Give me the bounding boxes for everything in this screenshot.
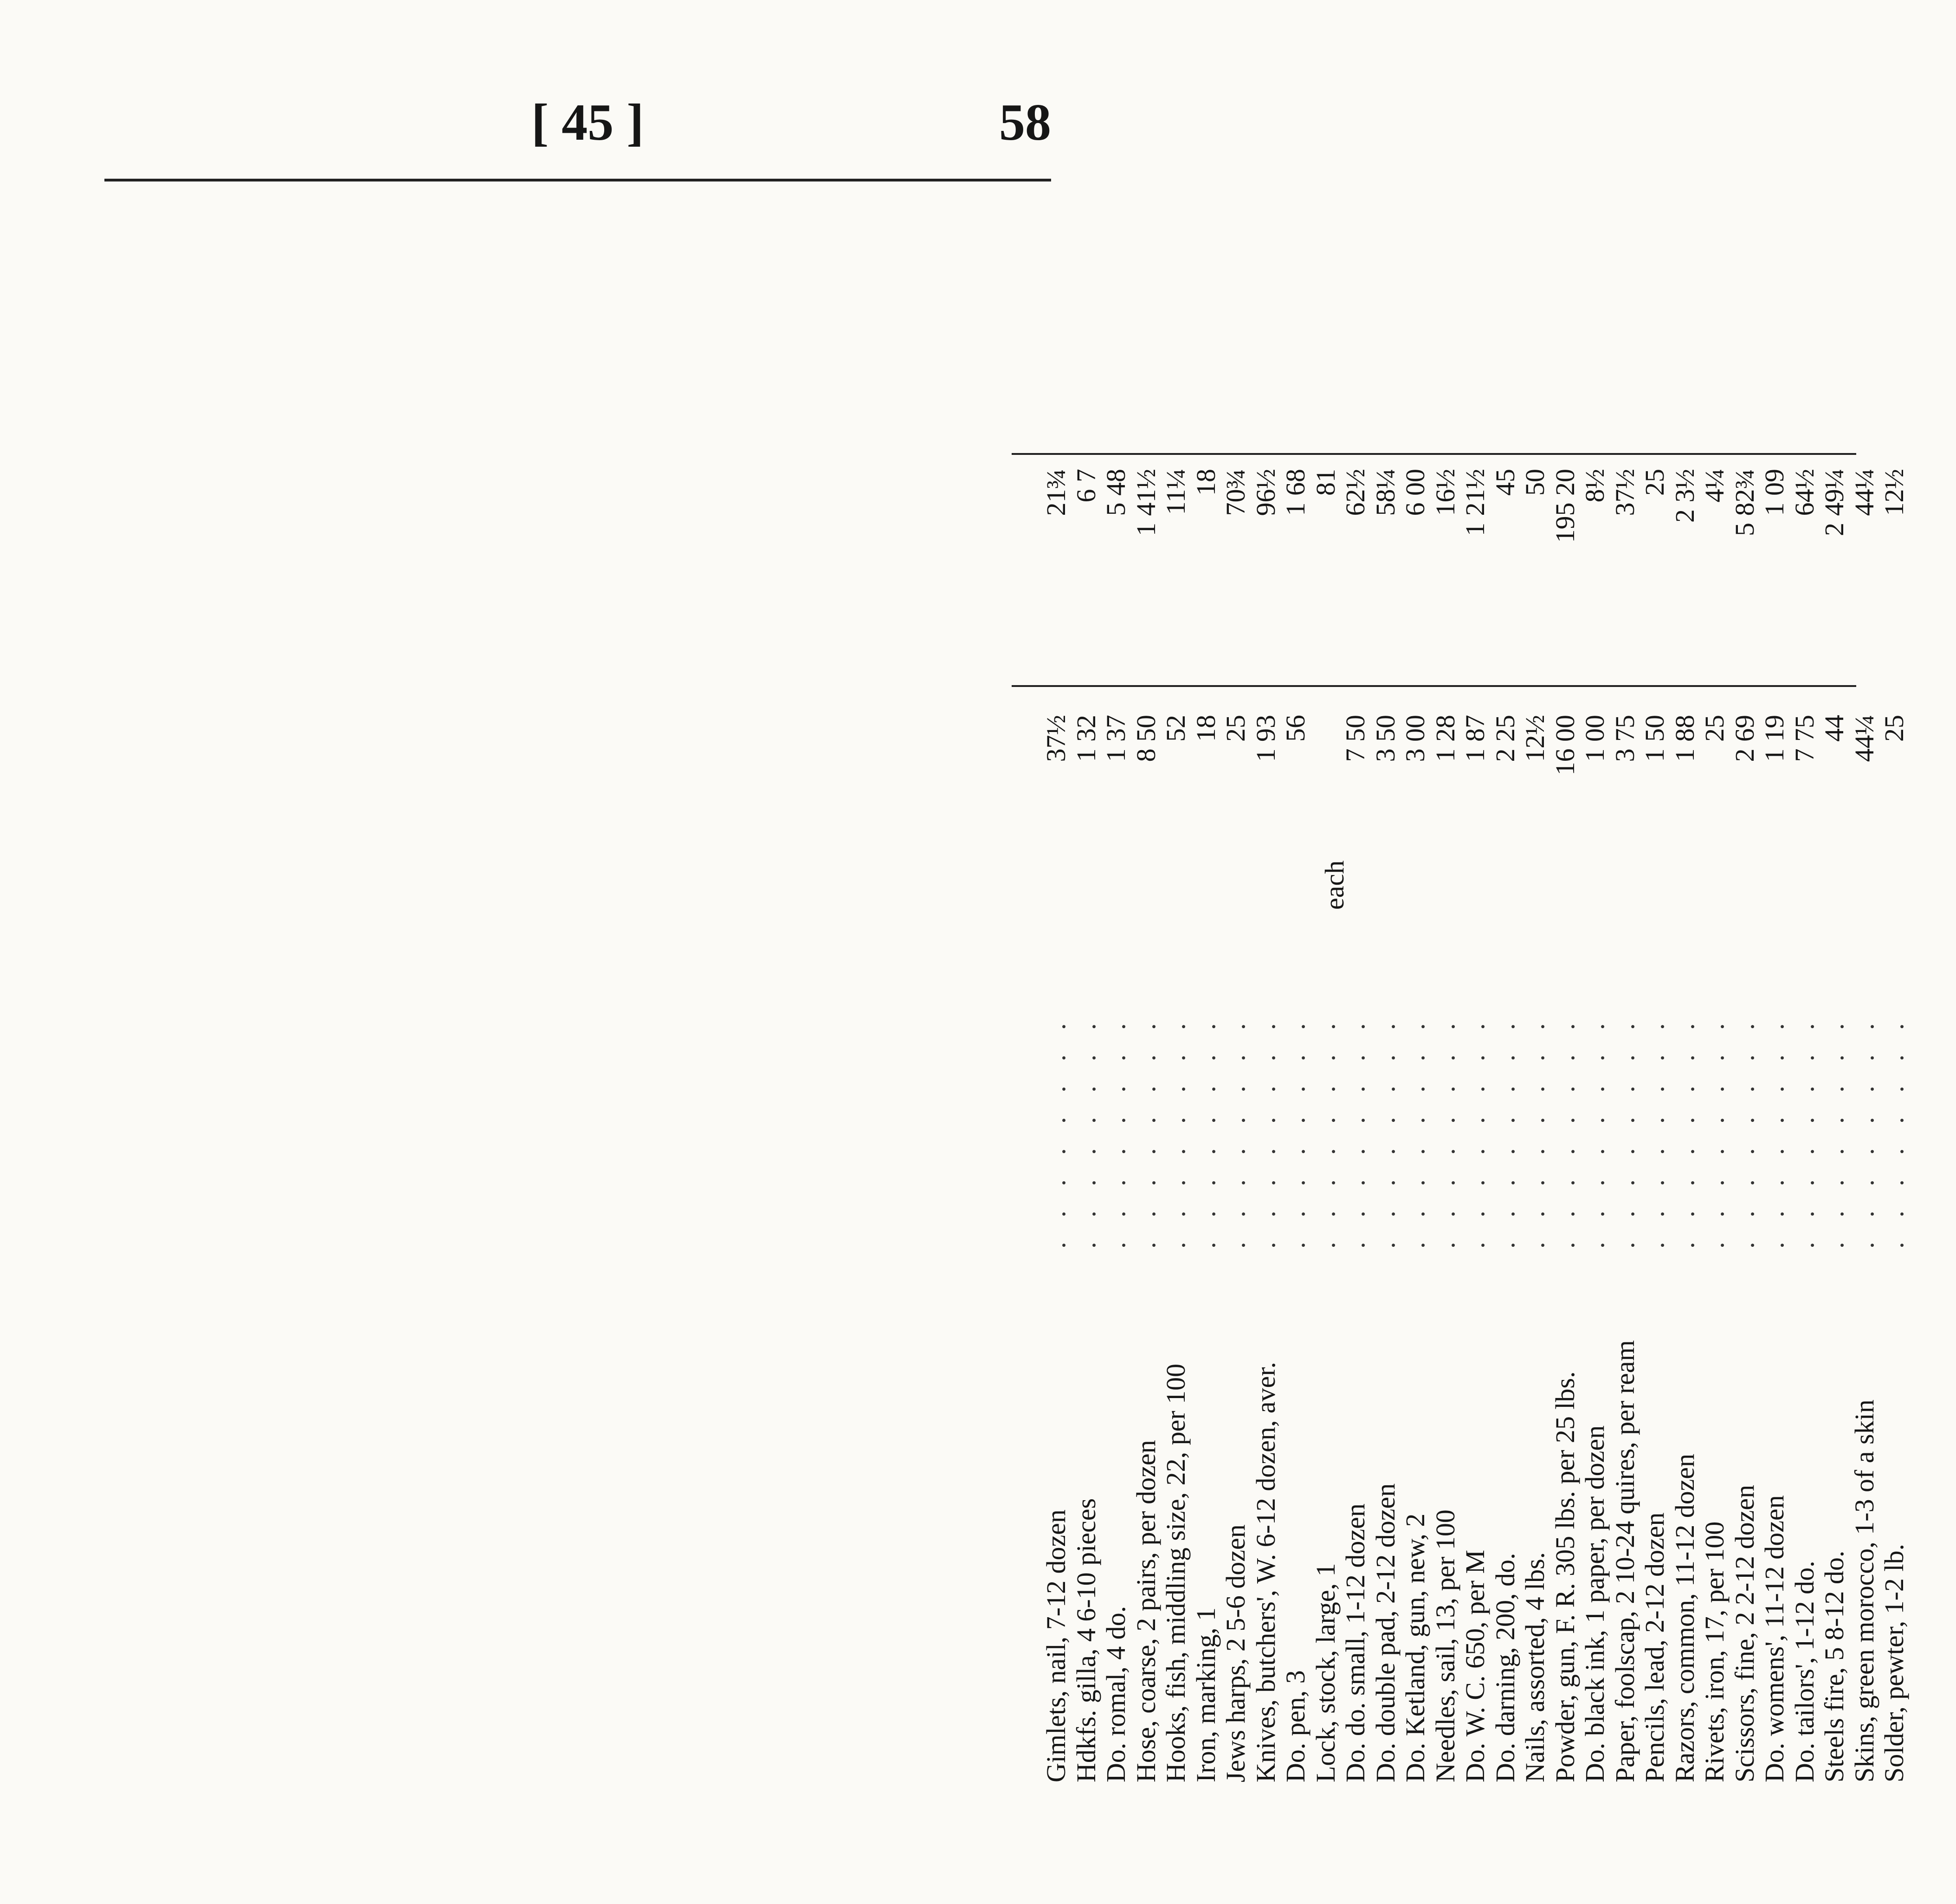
leader-dots: . . . . . . . . <box>1759 1014 1789 1249</box>
table-row <box>1638 390 1672 1782</box>
table-row <box>1818 390 1851 1782</box>
item-name: Do. romal, 4 do. <box>1101 1606 1131 1782</box>
table-row <box>1518 390 1552 1782</box>
table-row <box>1159 390 1193 1782</box>
item-total: 44¼ <box>1849 469 1879 516</box>
header-rule <box>104 179 1051 181</box>
item-price: 1 37 <box>1101 715 1131 762</box>
leader-dots: . . . . . . . . <box>1520 1014 1550 1249</box>
table-row <box>1848 390 1881 1782</box>
table-row <box>1578 390 1612 1782</box>
folio-number: [ 45 ] <box>531 94 644 151</box>
item-name: Gimlets, nail, 7-12 dozen <box>1041 1509 1071 1782</box>
item-price: 16 00 <box>1549 715 1580 776</box>
item-price: 7 75 <box>1789 715 1820 762</box>
table-row <box>1039 390 1073 1782</box>
item-price: 44 <box>1819 715 1849 742</box>
item-name: Pencils, lead, 2-12 dozen <box>1640 1512 1670 1782</box>
leader-dots: . . . . . . . . <box>1370 1014 1401 1249</box>
item-total: 11¼ <box>1161 469 1191 515</box>
table-row <box>1878 390 1911 1782</box>
item-price: 25 <box>1699 715 1730 742</box>
table-row <box>1698 390 1731 1782</box>
item-price: 2 69 <box>1729 715 1760 762</box>
leader-dots: . . . . . . . . <box>1699 1014 1730 1249</box>
item-total: 18 <box>1190 469 1221 496</box>
table-row <box>1728 390 1762 1782</box>
item-total: 2 3½ <box>1669 469 1700 523</box>
table-row <box>1608 390 1642 1782</box>
table-row <box>1219 390 1252 1782</box>
item-name: Hdkfs. gilla, 4 6-10 pieces <box>1071 1498 1101 1782</box>
item-name: Hose, coarse, 2 pairs, per dozen <box>1130 1440 1161 1782</box>
leader-dots: . . . . . . . . <box>1849 1014 1879 1249</box>
item-price: 2 25 <box>1490 715 1520 762</box>
item-price: 25 <box>1220 715 1251 742</box>
item-total: 6 7 <box>1071 469 1101 503</box>
leader-dots: . . . . . . . . <box>1400 1014 1430 1249</box>
item-total: 81 <box>1310 469 1341 496</box>
item-price: 1 28 <box>1430 715 1460 762</box>
leader-dots: . . . . . . . . <box>1549 1014 1580 1249</box>
item-name: Do. Ketland, gun, new, 2 <box>1400 1513 1430 1782</box>
item-total: 4¼ <box>1699 469 1730 503</box>
leader-dots: . . . . . . . . <box>1071 1014 1101 1249</box>
leader-dots: . . . . . . . . <box>1729 1014 1760 1249</box>
item-total: 2 49¼ <box>1819 469 1849 536</box>
item-total: 8½ <box>1580 469 1610 503</box>
item-total: 12½ <box>1879 469 1909 516</box>
item-total: 37½ <box>1609 469 1640 516</box>
item-price: 3 50 <box>1370 715 1401 762</box>
leader-dots: . . . . . . . . <box>1669 1014 1700 1249</box>
item-name: Hooks, fish, middling size, 22, per 100 <box>1161 1363 1191 1782</box>
item-price: 1 87 <box>1460 715 1490 762</box>
item-name: Jews harps, 2 5-6 dozen <box>1220 1524 1251 1782</box>
leader-dots: . . . . . . . . <box>1879 1014 1909 1249</box>
item-price: 1 93 <box>1250 715 1281 762</box>
item-price: 1 50 <box>1640 715 1670 762</box>
item-price: 3 00 <box>1400 715 1430 762</box>
leader-dots: . . . . . . . . <box>1041 1014 1071 1249</box>
page-number: 58 <box>999 94 1051 151</box>
leader-dots: . . . . . . . . <box>1789 1014 1820 1249</box>
leader-dots: . . . . . . . . <box>1340 1014 1370 1249</box>
table-row <box>1758 390 1791 1782</box>
item-price: 1 00 <box>1580 715 1610 762</box>
table-row <box>1788 390 1821 1782</box>
table-row <box>1668 390 1702 1782</box>
table-row <box>1189 390 1223 1782</box>
item-total: 1 21½ <box>1460 469 1490 536</box>
table-row <box>1309 390 1343 1782</box>
leader-dots: . . . . . . . . <box>1220 1014 1251 1249</box>
item-name: Knives, butchers', W. 6-12 dozen, aver. <box>1250 1361 1281 1782</box>
item-price: 12½ <box>1520 715 1550 762</box>
item-total: 58¼ <box>1370 469 1401 516</box>
item-name: Skins, green morocco, 1-3 of a skin <box>1849 1399 1879 1782</box>
rotated-price-table <box>1039 390 1956 1782</box>
item-total: 5 82¾ <box>1729 469 1760 536</box>
table-row <box>1489 390 1522 1782</box>
item-total: 21¾ <box>1041 469 1071 516</box>
item-total: 6 00 <box>1400 469 1430 516</box>
item-total: 1 09 <box>1759 469 1789 516</box>
item-total: 70¾ <box>1220 469 1251 516</box>
leader-dots: . . . . . . . . <box>1609 1014 1640 1249</box>
item-price: 3 75 <box>1609 715 1640 762</box>
item-name: Powder, gun, F. R. 305 lbs. per 25 lbs. <box>1549 1371 1580 1782</box>
item-total: 50 <box>1520 469 1550 496</box>
item-price: 52 <box>1161 715 1191 742</box>
item-total: 195 20 <box>1549 469 1580 543</box>
leader-dots: . . . . . . . . <box>1490 1014 1520 1249</box>
item-name: Paper, foolscap, 2 10-24 quires, per ream <box>1609 1340 1640 1782</box>
leader-dots: . . . . . . . . <box>1280 1014 1310 1249</box>
item-name: Do. double pad, 2-12 dozen <box>1370 1483 1401 1782</box>
leader-dots: . . . . . . . . <box>1161 1014 1191 1249</box>
item-name: Scissors, fine, 2 2-12 dozen <box>1729 1484 1760 1782</box>
item-price: 25 <box>1879 715 1909 742</box>
item-total: 25 <box>1640 469 1670 496</box>
item-total: 96½ <box>1250 469 1281 516</box>
table-row <box>1399 390 1432 1782</box>
leader-dots: . . . . . . . . <box>1101 1014 1131 1249</box>
table-row <box>1459 390 1492 1782</box>
item-price: 1 32 <box>1071 715 1101 762</box>
each-label: each <box>1319 860 1349 910</box>
leader-dots: . . . . . . . . <box>1190 1014 1221 1249</box>
leader-dots: . . . . . . . . <box>1580 1014 1610 1249</box>
table-row <box>1549 390 1582 1782</box>
table-row <box>1130 390 1163 1782</box>
item-name: Razors, common, 11-12 dozen <box>1669 1453 1700 1782</box>
item-total: 16½ <box>1430 469 1460 516</box>
item-total: 64½ <box>1789 469 1820 516</box>
item-price: 37½ <box>1041 715 1071 762</box>
table-row <box>1279 390 1312 1782</box>
item-price: 1 88 <box>1669 715 1700 762</box>
item-price: 1 19 <box>1759 715 1789 762</box>
table-row <box>1070 390 1103 1782</box>
item-price: 18 <box>1190 715 1221 742</box>
item-name: Do. black ink, 1 paper, per dozen <box>1580 1425 1610 1782</box>
item-name: Solder, pewter, 1-2 lb. <box>1879 1543 1909 1782</box>
item-name: Do. tailors', 1-12 do. <box>1789 1561 1820 1782</box>
item-total: 62½ <box>1340 469 1370 516</box>
item-name: Nails, assorted, 4 lbs. <box>1520 1552 1550 1782</box>
item-name: Rivets, iron, 17, per 100 <box>1699 1521 1730 1782</box>
item-total: 5 48 <box>1101 469 1131 516</box>
item-name: Do. do. small, 1-12 dozen <box>1340 1503 1370 1782</box>
item-name: Needles, sail, 13, per 100 <box>1430 1509 1460 1782</box>
item-total: 1 41½ <box>1130 469 1161 536</box>
table-row <box>1429 390 1462 1782</box>
table-row <box>1099 390 1133 1782</box>
leader-dots: . . . . . . . . <box>1310 1014 1341 1249</box>
leader-dots: . . . . . . . . <box>1460 1014 1490 1249</box>
item-name: Do. pen, 3 <box>1280 1670 1310 1782</box>
leader-dots: . . . . . . . . <box>1819 1014 1849 1249</box>
item-name: Do. W. C. 650, per M <box>1460 1549 1490 1782</box>
table-row <box>1369 390 1402 1782</box>
leader-dots: . . . . . . . . <box>1430 1014 1460 1249</box>
item-price: 8 50 <box>1130 715 1161 762</box>
item-name: Lock, stock, large, 1 <box>1310 1563 1341 1782</box>
page-header <box>104 93 1051 149</box>
item-name: Steels fire, 5 8-12 do. <box>1819 1550 1849 1782</box>
item-name: Do. darning, 200, do. <box>1490 1553 1520 1782</box>
table-row <box>1339 390 1372 1782</box>
item-price: 7 50 <box>1340 715 1370 762</box>
item-name: Iron, marking, 1 <box>1190 1607 1221 1782</box>
item-price: 56 <box>1280 715 1310 742</box>
item-name: Do. womens', 11-12 dozen <box>1759 1495 1789 1782</box>
table-row <box>1249 390 1283 1782</box>
leader-dots: . . . . . . . . <box>1130 1014 1161 1249</box>
leader-dots: . . . . . . . . <box>1250 1014 1281 1249</box>
item-total: 45 <box>1490 469 1520 496</box>
leader-dots: . . . . . . . . <box>1640 1014 1670 1249</box>
item-price: 44¼ <box>1849 715 1879 762</box>
item-total: 1 68 <box>1280 469 1310 516</box>
